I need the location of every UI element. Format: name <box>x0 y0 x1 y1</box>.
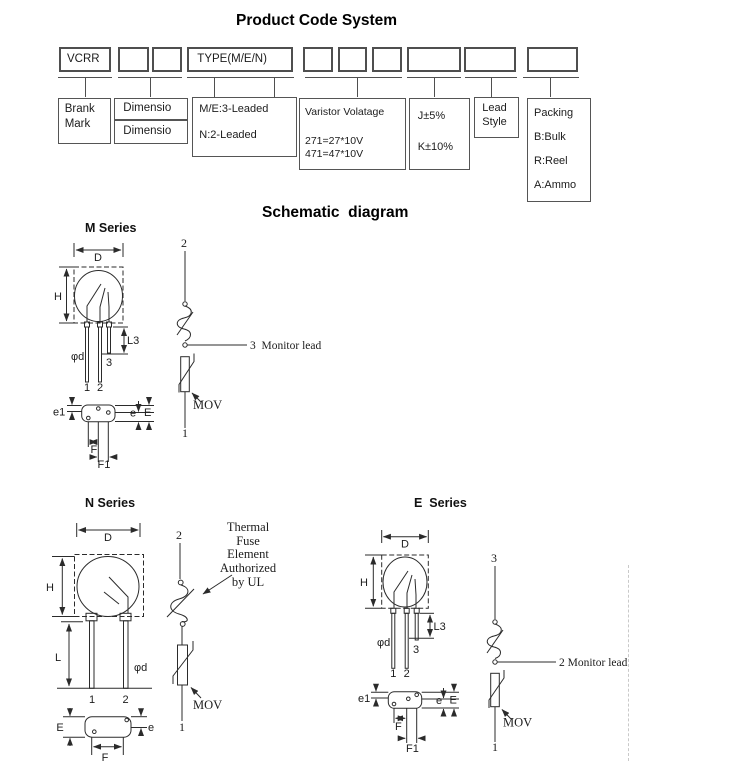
connector-tick <box>434 78 435 97</box>
e-series-drawing <box>350 525 480 763</box>
n-electrode-leads <box>104 577 128 613</box>
svg-text:F: F <box>90 444 98 456</box>
svg-text:e: e <box>130 407 137 420</box>
brand-line-2: Mark <box>64 118 91 130</box>
n-fuse-node <box>178 580 183 585</box>
m-label-phid: φd <box>71 351 85 363</box>
svg-text:E: E <box>449 694 457 707</box>
desc-box-type <box>192 97 297 157</box>
m-series-circuit <box>175 235 333 445</box>
e-bottom-view <box>358 684 459 755</box>
page-title: Product Code System <box>236 12 398 29</box>
e-series-circuit <box>480 550 638 763</box>
type-desc-line-1: M/E:3-Leaded <box>199 102 269 115</box>
e-monitor-lead-label: 2 Monitor lead <box>559 657 628 669</box>
svg-text:Authorized: Authorized <box>219 561 277 575</box>
e-label-phid: φd <box>377 637 391 649</box>
connector-tick <box>550 78 551 97</box>
desc-box-dimension-1 <box>114 98 188 121</box>
e-disc-body <box>383 557 427 607</box>
n-bottom-view <box>56 708 154 763</box>
m-thermal-fuse-symbol <box>177 306 193 341</box>
n-series-title: N Series <box>85 496 136 510</box>
e-mov-symbol <box>489 670 504 708</box>
voltage-example-2: 471=47*10V <box>305 148 364 160</box>
svg-text:L3: L3 <box>127 335 140 347</box>
n-label-pin2: 2 <box>122 694 129 706</box>
m-mov-label: MOV <box>193 398 223 412</box>
connector-line <box>305 77 403 78</box>
voltage-title: Varistor Volatage <box>305 106 385 118</box>
svg-text:D: D <box>104 532 112 544</box>
lead-style-line-2: Style <box>482 115 507 128</box>
svg-text:e1: e1 <box>358 693 371 705</box>
voltage-example-1: 271=27*10V <box>305 135 364 147</box>
m-disc-outline-box <box>74 267 123 323</box>
svg-text:e: e <box>148 722 155 734</box>
m-junction-dot <box>183 343 187 347</box>
packing-line-1: Packing <box>534 107 574 120</box>
m-label-pin1: 1 <box>84 382 91 394</box>
svg-text:L: L <box>54 652 62 664</box>
m-disc-body <box>75 271 123 322</box>
connector-tick <box>274 78 275 97</box>
e-fuse-node <box>493 620 497 624</box>
e-series-title: E Series <box>414 496 467 510</box>
code-box-vcrr-label: VCRR <box>67 52 100 65</box>
m-label-pin2: 2 <box>97 382 104 394</box>
code-box-type <box>187 47 293 73</box>
packing-line-3: R:Reel <box>534 155 568 168</box>
e-dim-D <box>382 530 429 551</box>
code-box-dim-2 <box>152 47 182 73</box>
m-dim-D <box>74 243 123 264</box>
svg-text:F: F <box>101 752 109 763</box>
desc-box-voltage <box>299 98 406 170</box>
n-mov-pointer-arrow <box>191 688 201 699</box>
n-circuit-terminal-2: 2 <box>176 528 182 542</box>
e-dim-L3 <box>409 613 446 638</box>
svg-text:Element: Element <box>227 547 269 561</box>
code-box-packing <box>527 47 579 73</box>
dimension-label-1: Dimensio <box>123 101 172 114</box>
connector-tick <box>150 78 151 97</box>
n-mov-symbol <box>173 641 193 685</box>
n-disc-body <box>77 557 139 617</box>
desc-box-packing <box>527 98 591 202</box>
n-series-drawing <box>35 515 165 763</box>
m-series-title: M Series <box>85 221 137 235</box>
desc-box-lead-style <box>474 97 518 139</box>
desc-box-tolerance <box>409 98 471 170</box>
n-fuse-node-2 <box>180 622 185 627</box>
code-box-volt-2 <box>338 47 368 73</box>
n-label-phid: φd <box>134 662 148 674</box>
n-thermal-fuse-symbol <box>167 585 194 622</box>
schematic-title: Schematic diagram <box>262 204 409 221</box>
page-edge-artifact <box>628 565 629 761</box>
m-mov-symbol <box>179 354 194 393</box>
m-circuit-terminal-1: 1 <box>182 426 188 440</box>
n-label-pin1: 1 <box>88 694 96 706</box>
svg-text:Fuse: Fuse <box>236 534 260 548</box>
e-dim-H <box>360 555 382 608</box>
m-bottom-view <box>53 397 154 471</box>
e-mov-label: MOV <box>503 715 533 730</box>
tolerance-line-1: J±5% <box>417 109 446 122</box>
n-circuit-terminal-1: 1 <box>179 720 185 734</box>
code-box-type-label: TYPE(M/E/N) <box>197 52 267 65</box>
brand-line-1: Brank <box>64 103 95 115</box>
svg-text:e: e <box>436 695 443 707</box>
n-pins <box>86 613 131 688</box>
svg-text:H: H <box>46 582 54 594</box>
n-disc-outline-box <box>75 555 144 617</box>
connector-tick <box>85 78 86 97</box>
dimension-label-2: Dimensio <box>123 125 172 137</box>
n-dim-H <box>46 557 74 617</box>
svg-text:H: H <box>360 577 368 589</box>
connector-line <box>187 77 295 78</box>
e-label-pin2: 2 <box>403 668 410 680</box>
m-pins <box>85 322 112 382</box>
type-desc-line-2: N:2-Leaded <box>199 128 257 141</box>
connector-tick <box>491 78 492 97</box>
e-electrode-leads <box>394 571 416 608</box>
m-electrode-leads <box>87 284 109 322</box>
connector-tick <box>357 78 358 97</box>
m-monitor-lead-label: 3 Monitor lead <box>250 340 322 352</box>
svg-text:F: F <box>395 721 402 733</box>
svg-text:D: D <box>401 538 409 551</box>
n-thermal-fuse-note <box>203 520 277 594</box>
svg-text:E: E <box>56 722 64 734</box>
m-circuit-terminal-2: 2 <box>181 236 187 250</box>
n-dim-D <box>77 523 140 544</box>
e-thermal-fuse-symbol <box>487 624 503 659</box>
n-series-circuit <box>160 515 305 743</box>
code-box-volt-1 <box>303 47 333 73</box>
svg-text:E: E <box>144 407 152 419</box>
packing-line-4: A:Ammo <box>534 179 577 192</box>
e-junction-dot <box>493 660 497 664</box>
svg-text:Thermal: Thermal <box>226 520 270 534</box>
svg-text:F1: F1 <box>97 459 111 471</box>
m-series-drawing <box>45 235 180 480</box>
m-label-pin3: 3 <box>106 357 113 369</box>
connector-tick <box>214 78 215 97</box>
code-box-volt-3 <box>372 47 402 73</box>
e-circuit-terminal-1: 1 <box>492 740 498 754</box>
lead-style-line-1: Lead <box>482 101 507 114</box>
svg-text:H: H <box>54 291 62 303</box>
tolerance-line-2: K±10% <box>417 140 454 153</box>
m-fuse-node <box>183 302 187 306</box>
code-box-vcrr <box>59 47 111 73</box>
desc-box-brand <box>58 98 111 144</box>
code-box-tolerance <box>407 47 461 73</box>
code-box-lead <box>464 47 516 73</box>
e-label-pin3: 3 <box>413 644 420 656</box>
e-circuit-terminal-3: 3 <box>491 551 497 565</box>
svg-text:L3: L3 <box>433 621 446 633</box>
e-label-pin1: 1 <box>390 668 397 680</box>
e-disc-outline-box <box>382 555 429 608</box>
svg-text:e1: e1 <box>53 406 66 419</box>
packing-line-2: B:Bulk <box>534 131 566 144</box>
n-mov-label: MOV <box>193 698 223 712</box>
code-box-dim-1 <box>118 47 149 73</box>
n-dim-L <box>55 622 152 689</box>
desc-box-dimension-2 <box>114 120 188 144</box>
m-dim-H <box>54 267 74 323</box>
svg-text:F1: F1 <box>406 743 419 755</box>
svg-text:D: D <box>94 252 102 264</box>
svg-text:by UL: by UL <box>231 575 265 589</box>
